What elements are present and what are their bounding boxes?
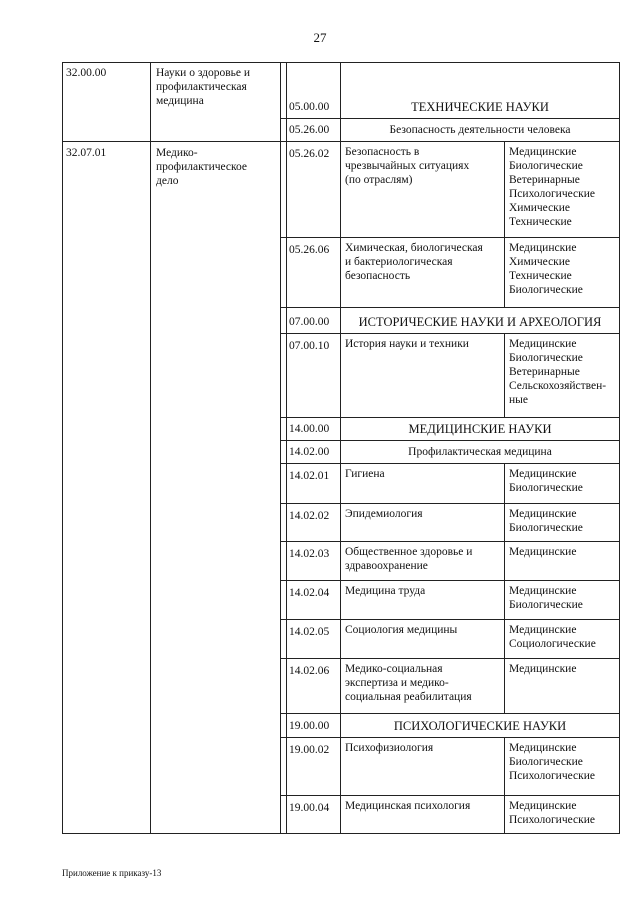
column-divider <box>504 141 505 237</box>
column-divider <box>504 619 505 658</box>
row-code: 07.00.00 <box>289 316 330 328</box>
row-code: 14.02.04 <box>289 587 330 599</box>
science-branches: Медицинские Биологические <box>509 508 583 534</box>
science-branches: Медицинские Биологические Ветеринарные Сельскохозяйствен- ные <box>509 338 607 406</box>
row-code: 14.02.06 <box>289 665 330 677</box>
science-branches: Медицинские Биологические Психологические <box>509 742 595 782</box>
science-branches: Медицинские Химические Технические Биологические <box>509 242 583 296</box>
specialty-name: Медицина труда <box>345 585 426 597</box>
row-code: 14.02.02 <box>289 510 330 522</box>
section-header: Безопасность деятельности человека <box>389 124 571 136</box>
row-code: 14.02.01 <box>289 470 330 482</box>
section-header: ПСИХОЛОГИЧЕСКИЕ НАУКИ <box>393 719 567 733</box>
row-divider <box>280 333 620 334</box>
column-divider <box>286 62 287 834</box>
row-divider <box>280 503 620 504</box>
page-footer: Приложение к приказу-13 <box>62 868 162 878</box>
row-code: 05.26.02 <box>289 148 330 160</box>
row-code: 05.26.06 <box>289 244 330 256</box>
page-number: 27 <box>313 30 327 45</box>
row-code: 07.00.10 <box>289 340 330 352</box>
column-divider <box>150 62 151 834</box>
row-divider <box>280 713 620 714</box>
row-code: 19.00.04 <box>289 802 330 814</box>
section-header: ТЕХНИЧЕСКИЕ НАУКИ <box>411 100 549 114</box>
column-divider <box>504 658 505 713</box>
specialty-table <box>62 62 620 834</box>
row-code: 14.02.05 <box>289 626 330 638</box>
row-divider <box>280 737 620 738</box>
row-divider <box>280 440 620 441</box>
science-branches: Медицинские <box>509 663 577 675</box>
specialty-name: Медико-социальная экспертиза и медико- социальная реабилитация <box>345 663 472 703</box>
row-divider <box>280 619 620 620</box>
science-branches: Медицинские Социологические <box>509 624 596 650</box>
column-divider <box>504 541 505 580</box>
group-divider <box>62 141 620 142</box>
group-name: Медико- профилактическое дело <box>156 147 247 187</box>
section-header: ИСТОРИЧЕСКИЕ НАУКИ И АРХЕОЛОГИЯ <box>358 315 602 329</box>
column-divider <box>504 580 505 619</box>
row-divider <box>280 658 620 659</box>
row-code: 14.00.00 <box>289 423 330 435</box>
row-code: 05.00.00 <box>289 101 330 113</box>
column-divider <box>504 795 505 834</box>
column-divider <box>504 503 505 541</box>
column-divider <box>504 237 505 307</box>
row-code: 05.26.00 <box>289 124 330 136</box>
row-code: 14.02.03 <box>289 548 330 560</box>
row-divider <box>280 118 620 119</box>
column-divider <box>504 333 505 417</box>
specialty-name: Безопасность в чрезвычайных ситуациях (по отраслям) <box>345 146 470 186</box>
row-divider <box>280 463 620 464</box>
column-divider <box>340 62 341 834</box>
section-header: Профилактическая медицина <box>408 446 552 458</box>
group-code: 32.00.00 <box>66 67 107 79</box>
science-branches: Медицинские <box>509 546 577 558</box>
specialty-name: Химическая, биологическая и бактериологическая безопасность <box>345 242 483 282</box>
specialty-name: Эпидемиология <box>345 508 423 520</box>
row-divider <box>280 541 620 542</box>
column-divider <box>504 463 505 503</box>
specialty-name: История науки и техники <box>345 338 469 350</box>
specialty-name: Медицинская психология <box>345 800 471 812</box>
specialty-name: Социология медицины <box>345 624 458 636</box>
row-code: 14.02.00 <box>289 446 330 458</box>
science-branches: Медицинские Психологические <box>509 800 595 826</box>
column-divider <box>280 62 281 834</box>
science-branches: Медицинские Биологические <box>509 585 583 611</box>
row-code: 19.00.00 <box>289 720 330 732</box>
group-code: 32.07.01 <box>66 147 107 159</box>
row-divider <box>280 307 620 308</box>
group-name: Науки о здоровье и профилактическая медицина <box>156 67 251 107</box>
specialty-name: Психофизиология <box>345 742 434 754</box>
row-divider <box>280 795 620 796</box>
science-branches: Медицинские Биологические <box>509 468 583 494</box>
table-border-top <box>62 62 620 63</box>
specialty-name: Гигиена <box>345 468 385 480</box>
row-code: 19.00.02 <box>289 744 330 756</box>
row-divider <box>280 580 620 581</box>
section-header: МЕДИЦИНСКИЕ НАУКИ <box>408 422 552 436</box>
science-branches: Медицинские Биологические Ветеринарные Психологические Химические Технические <box>509 146 595 228</box>
table-border-bottom <box>62 833 620 834</box>
column-divider <box>504 737 505 795</box>
row-divider <box>280 237 620 238</box>
row-divider <box>280 417 620 418</box>
table-border-right <box>619 62 620 834</box>
specialty-name: Общественное здоровье и здравоохранение <box>345 546 473 572</box>
table-border-left <box>62 62 63 834</box>
